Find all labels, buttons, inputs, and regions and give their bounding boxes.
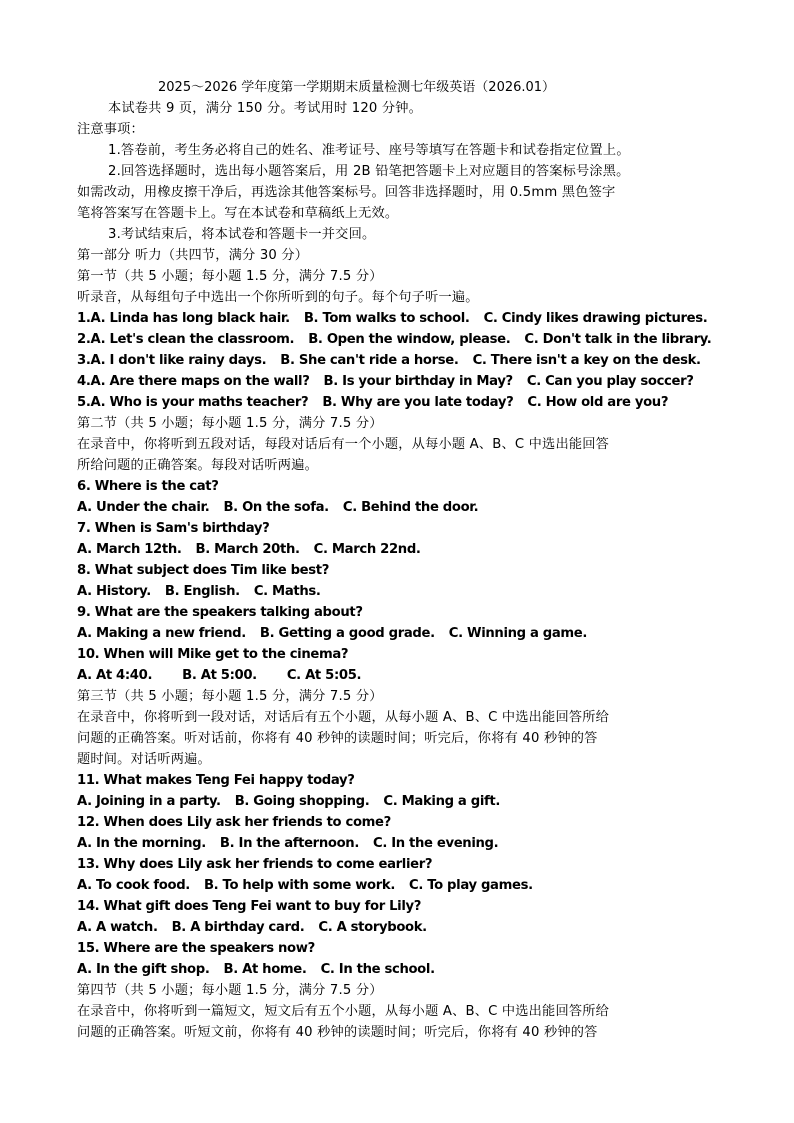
question-7-stem: 7. When is Sam's birthday? xyxy=(77,521,270,536)
notice-item-2: 2.回答选择题时，选出每小题答案后，用 2B 铅笔把答题卡上对应题目的答案标号涂黑。 xyxy=(108,164,630,179)
option: 4.A. Are there maps on the wall? xyxy=(77,374,310,389)
option: B. To help with some work. xyxy=(203,878,395,893)
option: B. A birthday card. xyxy=(171,920,305,935)
question-4-options xyxy=(77,371,727,392)
option: C. Behind the door. xyxy=(342,500,479,515)
section4-instruction: 在录音中，你将听到一篇短文，短文后有五个小题，从每小题 A、B、C 中选出能回答所给 xyxy=(77,1004,609,1019)
option: B. She can't ride a horse. xyxy=(280,353,459,368)
notice-item-2-cont: 如需改动，用橡皮擦干净后，再选涂其他答案标号。回答非选择题时，用 0.5mm 黑色签字 xyxy=(77,185,616,200)
question-2-options xyxy=(77,329,727,350)
question-7-options xyxy=(77,539,727,560)
option: A. Under the chair. xyxy=(77,500,210,515)
option: A. Joining in a party. xyxy=(77,794,221,809)
section2-heading: 第二节（共 5 小题；每小题 1.5 分，满分 7.5 分） xyxy=(77,416,383,431)
option: 2.A. Let's clean the classroom. xyxy=(77,332,295,347)
section2-instruction-cont: 所给问题的正确答案。每段对话听两遍。 xyxy=(77,458,318,473)
option: C. Cindy likes drawing pictures. xyxy=(483,311,708,326)
option: A. In the morning. xyxy=(77,836,206,851)
question-1-options xyxy=(77,308,727,329)
question-6-stem: 6. Where is the cat? xyxy=(77,479,219,494)
question-15-options xyxy=(77,959,727,980)
question-11-stem: 11. What makes Teng Fei happy today? xyxy=(77,773,355,788)
question-5-options xyxy=(77,392,727,413)
question-14-stem: 14. What gift does Teng Fei want to buy for Lily? xyxy=(77,899,422,914)
question-14-options xyxy=(77,917,727,938)
option: 5.A. Who is your maths teacher? xyxy=(77,395,309,410)
question-13-options xyxy=(77,875,727,896)
option: B. At 5:00. xyxy=(182,668,257,683)
question-6-options xyxy=(77,497,727,518)
section3-instruction: 在录音中，你将听到一段对话，对话后有五个小题，从每小题 A、B、C 中选出能回答所给 xyxy=(77,710,609,725)
question-11-options xyxy=(77,791,727,812)
option: C. Maths. xyxy=(253,584,321,599)
section2-instruction: 在录音中，你将听到五段对话，每段对话后有一个小题，从每小题 A、B、C 中选出能回答 xyxy=(77,437,609,452)
section3-instruction-cont: 题时间。对话听两遍。 xyxy=(77,752,211,767)
option: A. In the gift shop. xyxy=(77,962,210,977)
option: C. There isn't a key on the desk. xyxy=(472,353,701,368)
question-15-stem: 15. Where are the speakers now? xyxy=(77,941,315,956)
notice-item-2-cont: 笔将答案写在答题卡上。写在本试卷和草稿纸上无效。 xyxy=(77,206,399,221)
notice-heading: 注意事项： xyxy=(77,122,144,137)
question-8-options xyxy=(77,581,727,602)
option: C. A storybook. xyxy=(318,920,427,935)
question-10-options xyxy=(77,665,727,686)
option: 1.A. Linda has long black hair. xyxy=(77,311,290,326)
exam-intro: 本试卷共 9 页，满分 150 分。考试用时 120 分钟。 xyxy=(108,101,423,116)
question-12-stem: 12. When does Lily ask her friends to come? xyxy=(77,815,391,830)
option: B. Why are you late today? xyxy=(322,395,514,410)
question-9-options xyxy=(77,623,727,644)
option: A. At 4:40. xyxy=(77,668,153,683)
option: C. Can you play soccer? xyxy=(526,374,694,389)
option: 3.A. I don't like rainy days. xyxy=(77,353,267,368)
option: C. Winning a game. xyxy=(448,626,588,641)
section1-heading: 第一节（共 5 小题；每小题 1.5 分，满分 7.5 分） xyxy=(77,269,383,284)
option: B. Open the window, please. xyxy=(308,332,511,347)
option: C. Making a gift. xyxy=(383,794,500,809)
option: B. English. xyxy=(164,584,240,599)
option: B. Getting a good grade. xyxy=(259,626,435,641)
option: B. March 20th. xyxy=(195,542,300,557)
option: A. March 12th. xyxy=(77,542,182,557)
option: B. At home. xyxy=(223,962,307,977)
question-10-stem: 10. When will Mike get to the cinema? xyxy=(77,647,349,662)
section3-heading: 第三节（共 5 小题；每小题 1.5 分，满分 7.5 分） xyxy=(77,689,383,704)
option: B. Is your birthday in May? xyxy=(323,374,513,389)
option: C. To play games. xyxy=(408,878,533,893)
option: A. A watch. xyxy=(77,920,158,935)
question-9-stem: 9. What are the speakers talking about? xyxy=(77,605,363,620)
section1-instruction: 听录音，从每组句子中选出一个你所听到的句子。每个句子听一遍。 xyxy=(77,290,479,305)
option: B. Tom walks to school. xyxy=(303,311,470,326)
option: A. Making a new friend. xyxy=(77,626,246,641)
option: B. On the sofa. xyxy=(223,500,329,515)
option: C. In the school. xyxy=(320,962,435,977)
question-3-options xyxy=(77,350,727,371)
question-13-stem: 13. Why does Lily ask her friends to come earlier? xyxy=(77,857,433,872)
option: A. To cook food. xyxy=(77,878,190,893)
notice-item-3: 3.考试结束后，将本试卷和答题卡一并交回。 xyxy=(108,227,376,242)
option: C. How old are you? xyxy=(527,395,669,410)
notice-item-1: 1.答卷前，考生务必将自己的姓名、准考证号、座号等填写在答题卡和试卷指定位置上。 xyxy=(108,143,630,158)
exam-title: 2025～2026 学年度第一学期期末质量检测七年级英语（2026.01） xyxy=(158,80,556,95)
section4-heading: 第四节（共 5 小题；每小题 1.5 分，满分 7.5 分） xyxy=(77,983,383,998)
option: B. In the afternoon. xyxy=(219,836,359,851)
option: C. In the evening. xyxy=(372,836,499,851)
question-8-stem: 8. What subject does Tim like best? xyxy=(77,563,330,578)
option: C. March 22nd. xyxy=(313,542,421,557)
section4-instruction-cont: 问题的正确答案。听短文前，你将有 40 秒钟的读题时间；听完后，你将有 40 秒钟的答 xyxy=(77,1025,598,1040)
option: C. Don't talk in the library. xyxy=(524,332,712,347)
part1-heading: 第一部分 听力（共四节，满分 30 分） xyxy=(77,248,309,263)
option: C. At 5:05. xyxy=(286,668,362,683)
option: A. History. xyxy=(77,584,151,599)
section3-instruction-cont: 问题的正确答案。听对话前，你将有 40 秒钟的读题时间；听完后，你将有 40 秒钟的答 xyxy=(77,731,598,746)
option: B. Going shopping. xyxy=(234,794,370,809)
question-12-options xyxy=(77,833,727,854)
